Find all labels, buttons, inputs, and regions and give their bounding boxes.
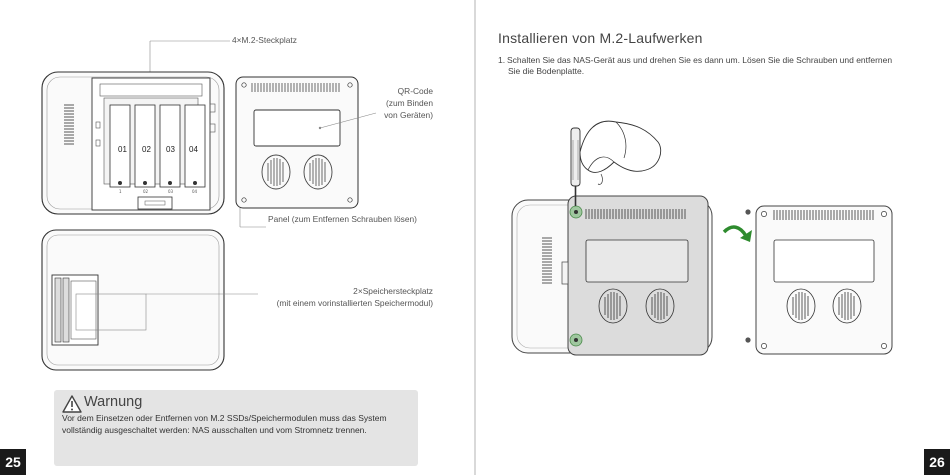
panel-label: Panel (zum Entfernen Schrauben lösen) xyxy=(268,214,417,224)
step-text-line-2: Sie die Bodenplatte. xyxy=(508,66,585,76)
left-page xyxy=(0,0,474,475)
step-text-line-1: Schalten Sie das NAS-Gerät aus und drehen Sie es dann um. Lösen Sie die Schrauben und entfernen xyxy=(507,55,893,65)
svg-text:1: 1 xyxy=(119,189,122,194)
slot-label-4: 04 xyxy=(189,145,198,154)
svg-text:03: 03 xyxy=(168,189,174,194)
warning-box xyxy=(54,390,418,466)
page-number-left: 25 xyxy=(0,449,26,475)
warning-title: Warnung xyxy=(84,394,143,410)
slot-label-1: 01 xyxy=(118,145,127,154)
page-number-right: 26 xyxy=(924,449,950,475)
right-page xyxy=(476,0,950,475)
qr-code-label-3: von Geräten) xyxy=(384,110,433,120)
step-number: 1. xyxy=(498,55,506,65)
svg-text:04: 04 xyxy=(192,189,198,194)
qr-code-label-2: (zum Binden xyxy=(385,98,433,108)
page-title: Installieren von M.2-Laufwerken xyxy=(498,30,703,46)
m2-slot-label: 4×M.2-Steckplatz xyxy=(232,35,297,45)
warning-text: Vor dem Einsetzen oder Entfernen von M.2 SSDs/Speichermodulen muss das System vollständig ausgeschaltet werden: NAS ausschalten und vom Stromnetz trennen. xyxy=(62,413,387,435)
remove-bottom-plate-diagram xyxy=(476,0,950,475)
nas-memory-diagram xyxy=(0,0,474,380)
slot-label-3: 03 xyxy=(166,145,175,154)
slot-label-2: 02 xyxy=(142,145,151,154)
warning-icon xyxy=(62,395,82,413)
qr-code-label-1: QR-Code xyxy=(397,86,433,96)
mem-slot-label-1: 2×Speichersteckplatz xyxy=(353,286,433,296)
svg-text:02: 02 xyxy=(143,189,149,194)
mem-slot-label-2: (mit einem vorinstallierten Speichermodul) xyxy=(276,298,433,308)
